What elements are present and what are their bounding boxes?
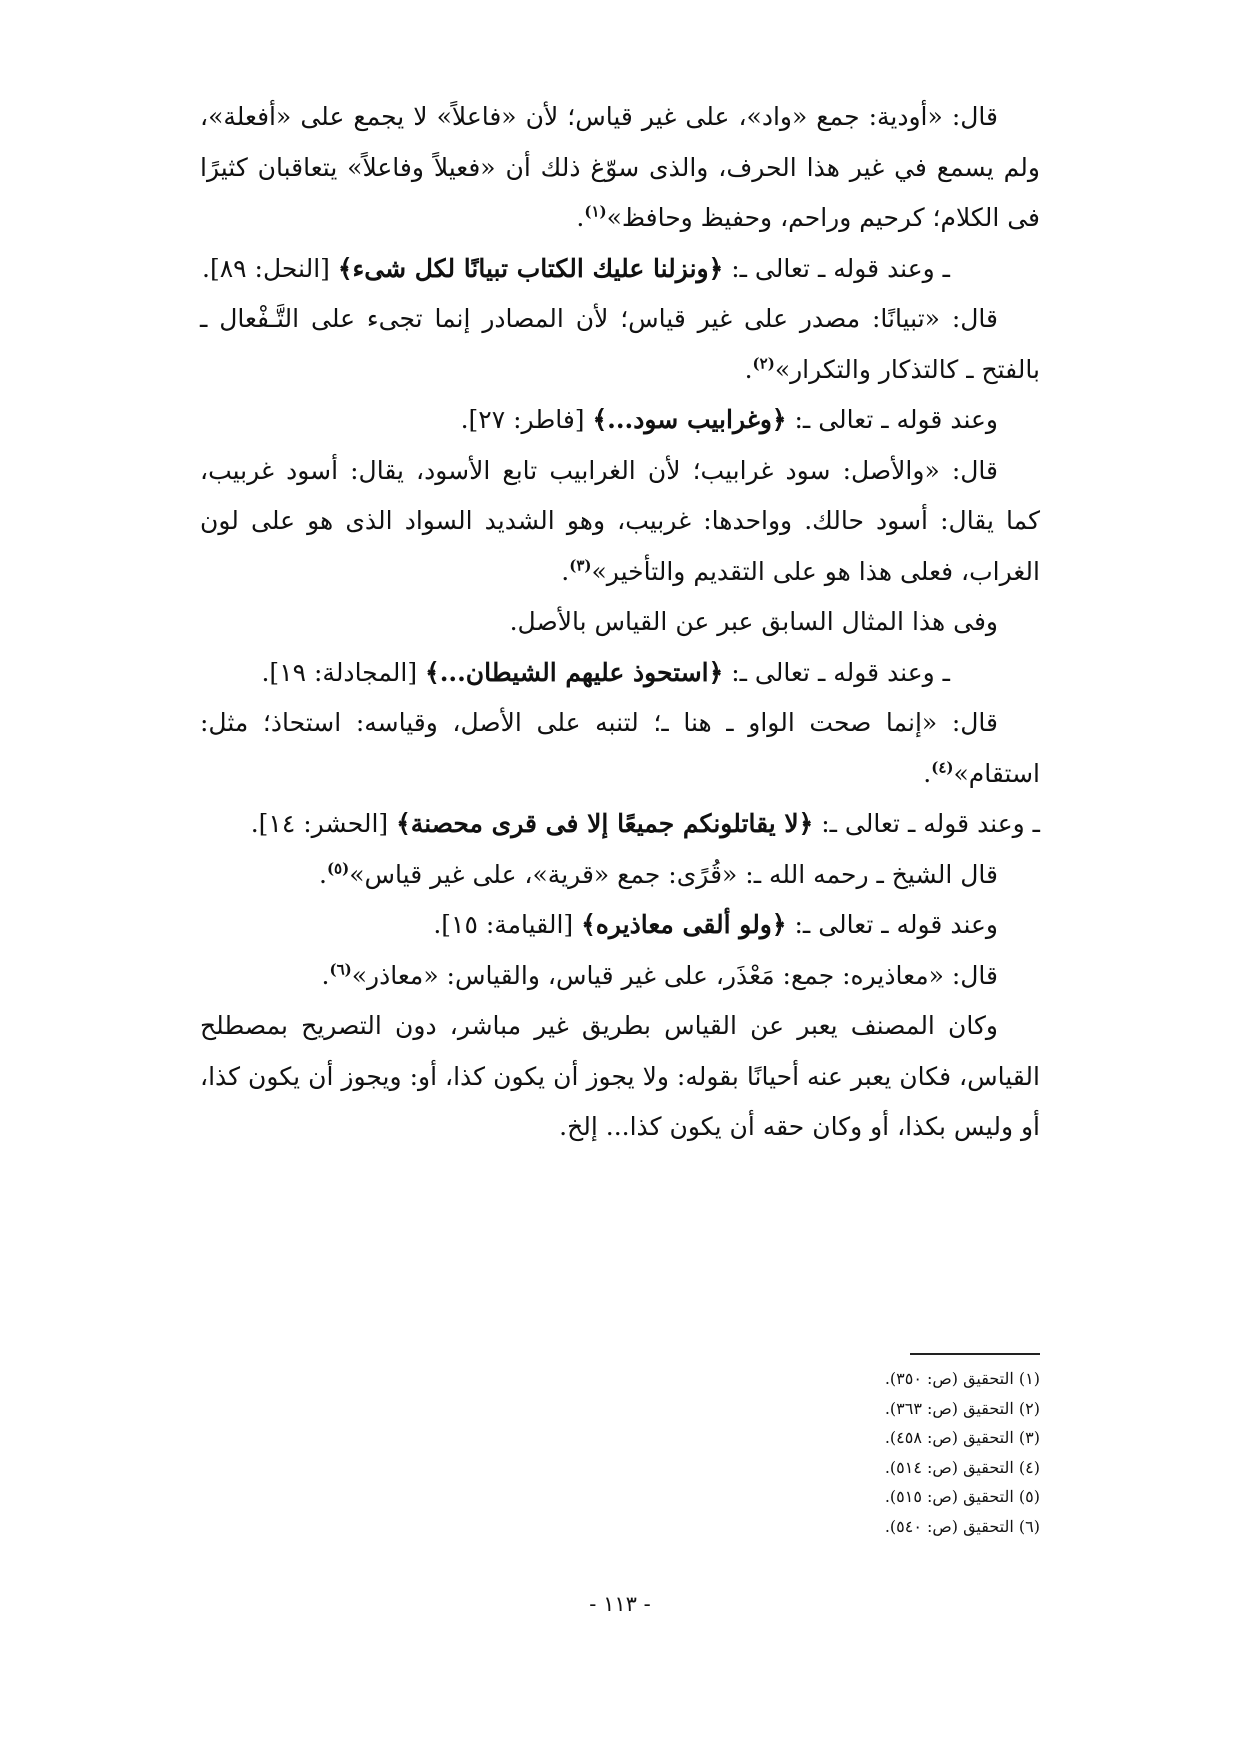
footnote-marker-1: (١) [584,202,607,221]
paragraph-istahwadha: قال: «إنما صحت الواو ـ هنا ـ؛ لتنبه على الأصل، وقياسه: استحاذ؛ مثل: استقام»$^{(٤)}$. [200,708,1040,788]
verse-reference: [الحشر: ١٤]. [250,809,397,838]
footnote-6: (٦) التحقيق (ص: ٥٤٠). [884,1516,1040,1536]
quran-quote: ﴿وغرابيب سود...﴾ [592,405,787,434]
footnotes [200,1364,1040,1541]
paragraph-text: قال: «معاذيره: جمع: مَعْذَر، على غير قياس، والقياس: «معاذر» [351,960,998,990]
footnote-marker-6: (٦) [329,960,352,979]
verse-reference: [القيامة: ١٥]. [433,910,582,939]
footnote-4: (٤) التحقيق (ص: ٥١٤). [884,1457,1040,1477]
paragraph-verse-hashr [200,799,1040,850]
paragraph-text: وكان المصنف يعبر عن القياس بطريق غير مباشر، دون التصريح بمصطلح القياس، فكان يعبر عنه أحيانًا بقوله: ولا يجوز أن يكون كذا، أو: ويجوز أن يكون كذا، أو وليس بكذا، أو وكان حقه أن يكون كذا... إلخ. [200,1011,1040,1141]
footnote-separator [910,1353,1040,1355]
paragraph-text: قال: «إنما صحت الواو ـ هنا ـ؛ لتنبه على الأصل، وقياسه: استحاذ؛ مثل: استقام» [200,708,1040,788]
paragraph-asl-note [200,597,1040,648]
footnote-3: (٣) التحقيق (ص: ٤٥٨). [884,1428,1040,1447]
paragraph-text: قال: «والأصل: سود غرابيب؛ لأن الغرابيب تابع الأسود، يقال: أسود غربيب، كما يقال: أسود حالك. وواحدها: غربيب، وهو الشديد السواد الذى هو على لون الغراب، فعلى هذا هو على التقديم والتأخير» [200,455,1040,586]
footnote-1: (١) التحقيق (ص: ٣٥٠). [884,1369,1040,1388]
paragraph-awdiya: قال: «أودية: جمع «واد»، على غير قياس؛ لأن «فاعلاً» لا يجمع على «أفعلة»، ولم يسمع في غير هذا الحرف، والذى سوّغ ذلك أن «فعيلاً وفاعلاً» يتعاقبان كثيرًا فى الكلام؛ كرحيم وراحم، وحفيظ وحافظ»$^{(١)}$. [200,102,1040,232]
main-text [200,92,1040,1153]
verse-intro: وعند قوله ـ تعالى ـ: [786,405,998,434]
paragraph-verse-qiyama [200,900,1040,951]
quran-quote: ﴿لا يقاتلونكم جميعًا إلا فى قرى محصنة﴾ [396,809,814,838]
verse-intro: ـ وعند قوله ـ تعالى ـ: [723,253,950,283]
footnote-2: (٢) التحقيق (ص: ٣٦٣). [884,1398,1040,1418]
verse-reference: [النحل: ٨٩]. [202,253,338,283]
verse-intro: ـ وعند قوله ـ تعالى ـ: [723,657,950,687]
verse-intro: وعند قوله ـ تعالى ـ: [786,910,998,939]
footnote-marker-4: (٤) [931,758,954,777]
verse-reference: [فاطر: ٢٧]. [460,405,593,434]
page-number: - ١١٣ - [589,1592,651,1616]
paragraph-tibyan: قال: «تبيانًا: مصدر على غير قياس؛ لأن المصادر إنما تجىء على التَّـفْعال ـ بالفتح ـ كالتذكار والتكرار»$^{(٢)}$. [200,304,1040,384]
paragraph-text: قال: «تبيانًا: مصدر على غير قياس؛ لأن المصادر إنما تجىء على التَّـفْعال ـ بالفتح ـ كالتذكار والتكرار» [200,304,1040,384]
paragraph-maadhir: قال: «معاذيره: جمع: مَعْذَر، على غير قياس، والقياس: «معاذر»$^{(٦)}$. [321,960,998,990]
paragraph-verse-fatir [200,395,1040,446]
paragraph-indirect-qiyas [200,1001,1040,1153]
paragraph-text: قال الشيخ ـ رحمه الله ـ: «قُرًى: جمع «قرية»، على غير قياس» [349,859,998,889]
quran-quote: ﴿استحوذ عليهم الشيطان...﴾ [425,657,724,687]
quran-quote: ﴿ونزلنا عليك الكتاب تبيانًا لكل شىء﴾ [337,253,724,283]
verse-intro: ـ وعند قوله ـ تعالى ـ: [813,809,1040,838]
paragraph-verse-mujadila [200,648,1040,699]
footnote-marker-3: (٣) [569,556,592,575]
paragraph-gharabib: قال: «والأصل: سود غرابيب؛ لأن الغرابيب تابع الأسود، يقال: أسود غربيب، كما يقال: أسود حالك. وواحدها: غربيب، وهو الشديد السواد الذى هو على لون الغراب، فعلى هذا هو على التقديم والتأخير»$^{(٣)}$. [200,455,1040,586]
paragraph-text: وفى هذا المثال السابق عبر عن القياس بالأصل. [509,607,998,636]
paragraph-text: قال: «أودية: جمع «واد»، على غير قياس؛ لأن «فاعلاً» لا يجمع على «أفعلة»، ولم يسمع في غير هذا الحرف، والذى سوّغ ذلك أن «فعيلاً وفاعلاً» يتعاقبان كثيرًا فى الكلام؛ كرحيم وراحم، وحفيظ وحافظ» [200,102,1040,232]
footnote-marker-5: (٥) [326,859,350,878]
footnote-marker-2: (٢) [752,354,775,373]
paragraph-qura: قال الشيخ ـ رحمه الله ـ: «قُرًى: جمع «قرية»، على غير قياس»$^{(٥)}$. [318,859,998,889]
footnote-5: (٥) التحقيق (ص: ٥١٥). [884,1487,1040,1506]
paragraph-verse-nahl [200,244,1040,295]
quran-quote: ﴿ولو ألقى معاذيره﴾ [581,910,787,939]
verse-reference: [المجادلة: ١٩]. [261,657,426,687]
